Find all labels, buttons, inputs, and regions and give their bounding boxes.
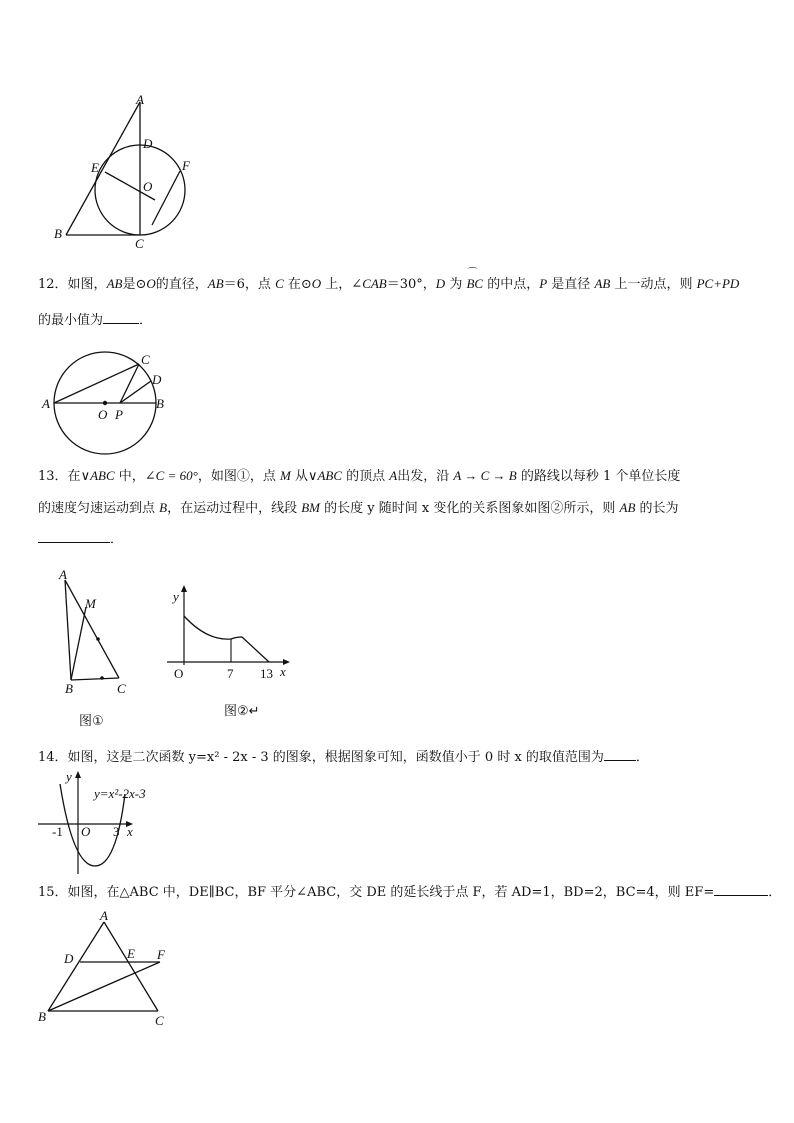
q13-text: 的长为: [635, 501, 679, 516]
q12-var: C: [275, 276, 284, 291]
q12-var: CAB: [362, 276, 387, 291]
point-M: M: [85, 596, 96, 611]
q12-var: D: [435, 276, 446, 291]
point-D: D: [152, 372, 162, 387]
q13-var: ∨ABC: [80, 468, 115, 483]
q13-var: BM: [301, 500, 321, 515]
q12-text: ＝30°，: [386, 277, 436, 292]
question-13-line2: [38, 498, 679, 519]
q12-text: ＝6，点: [223, 277, 276, 292]
answer-blank-13[interactable]: [38, 530, 110, 543]
q12-text: 为: [445, 277, 467, 292]
formula-label: y=x²-2x-3: [94, 786, 146, 801]
point-O: O: [98, 407, 108, 422]
q13-var: B: [159, 500, 168, 515]
q12-text: 如图，: [67, 277, 107, 292]
q12-text: 是⊙: [122, 277, 147, 292]
point-C: C: [117, 681, 126, 696]
q13-var: M: [279, 468, 291, 483]
q13-var: ∨ABC: [307, 468, 343, 483]
point-A: A: [42, 396, 50, 411]
point-E: E: [127, 946, 135, 961]
q12-text: 在⊙: [283, 277, 312, 292]
axis-label-x: x: [280, 664, 286, 679]
q13-text: 从: [290, 469, 308, 484]
q12-var: P: [539, 276, 548, 291]
point-E: D: [143, 136, 153, 151]
question-13: [38, 466, 680, 487]
figure-12-circle: [40, 350, 170, 455]
question-number: 14．: [38, 750, 68, 765]
q12-text: 的最小值为: [38, 313, 104, 328]
answer-blank-15[interactable]: [714, 883, 768, 896]
axis-label-x: x: [127, 824, 133, 839]
q12-var: AB: [207, 276, 224, 291]
q12-text: 是直径: [547, 277, 595, 292]
q15-text: ．: [768, 885, 782, 900]
q12-text: 上一动点，则: [610, 277, 697, 292]
q13-text: 的速度匀速运动到点: [38, 501, 160, 516]
q13-var: A → C → B: [453, 468, 517, 483]
q12-text: ．: [139, 313, 153, 328]
question-number: 13．: [38, 469, 68, 484]
q12-var: O: [146, 276, 156, 291]
q12-var: PC+PD: [696, 276, 740, 291]
point-D: D: [64, 951, 74, 966]
q12-text: 上，∠: [321, 277, 363, 292]
q12-var: AB: [594, 276, 611, 291]
point-C: C: [155, 1013, 164, 1028]
arc-bc: ⌒ BC: [466, 274, 483, 294]
answer-blank-12[interactable]: [103, 311, 139, 324]
q13-text: 在: [67, 469, 81, 484]
origin-label: O: [81, 824, 91, 839]
q12-var: O: [311, 276, 322, 291]
figure-13-graph: [165, 585, 295, 685]
point-B: B: [54, 226, 62, 241]
origin-label: O: [174, 666, 184, 681]
q12-var: AB: [106, 276, 123, 291]
q13-var: AB: [619, 500, 636, 515]
q13-text: 出发，沿: [397, 469, 454, 484]
q13-text: ．: [110, 532, 124, 547]
q13-var: A: [389, 468, 398, 483]
point-C: C: [135, 236, 144, 251]
point-C: C: [141, 352, 150, 367]
figure-13-triangle: [55, 566, 145, 698]
point-B: B: [38, 1009, 46, 1024]
point-B: B: [65, 681, 73, 696]
figure-15-triangle: [36, 908, 176, 1030]
q12-text: 的直径，: [155, 277, 208, 292]
q13-text: 中，: [114, 469, 145, 484]
q12-text: 的中点，: [483, 277, 540, 292]
question-15: [38, 883, 781, 903]
question-number: 15．: [38, 885, 68, 900]
question-number: 12．: [38, 277, 68, 292]
point-O: O: [143, 179, 153, 194]
tick-label-3: 3: [113, 824, 120, 839]
caption-figure-1: 图①: [79, 714, 104, 729]
question-14: [38, 748, 649, 768]
q13-text: ，如图①，点: [197, 469, 280, 484]
q13-text: 的长度 y 随时间 x 变化的关系图象如图②所示，则: [320, 501, 620, 516]
answer-blank-14[interactable]: [604, 748, 636, 761]
point-F: F: [157, 947, 165, 962]
q13-text: ，在运动过程中，线段: [167, 501, 302, 516]
figure-14-parabola: [38, 770, 156, 875]
q13-text: 的路线以每秒 1 个单位长度: [516, 469, 681, 484]
point-F: F: [182, 158, 190, 173]
q13-var: ∠C = 60°: [144, 468, 198, 483]
question-13-line3: [38, 530, 123, 550]
point-B: B: [156, 396, 164, 411]
tick-label-7: 7: [227, 666, 234, 681]
q14-text: 如图，这是二次函数 y=x² - 2x - 3 的图象，根据图象可知，函数值小于 0 时 x 的取值范围为: [67, 750, 604, 765]
tick-label-neg1: -1: [52, 824, 63, 839]
q14-text: ．: [635, 750, 649, 765]
question-12: [38, 274, 739, 295]
point-P: P: [115, 407, 123, 422]
point-A: A: [59, 567, 67, 582]
tick-label-13: 13: [260, 666, 273, 681]
axis-label-y: y: [173, 589, 179, 604]
q15-text: 如图，在△ABC 中，DE∥BC，BF 平分∠ABC，交 DE 的延长线于点 F，若 AD=1，BD=2，BC=4，则 EF=: [67, 885, 715, 900]
point-A: A: [136, 92, 144, 107]
q13-text: 的顶点: [342, 469, 390, 484]
axis-label-y: y: [66, 769, 72, 784]
caption-figure-2: 图②↵: [224, 704, 260, 719]
point-D: E: [91, 160, 99, 175]
question-12-line2: [38, 311, 152, 331]
figure-11-triangle-circle: [50, 92, 200, 252]
point-A: A: [100, 908, 108, 923]
